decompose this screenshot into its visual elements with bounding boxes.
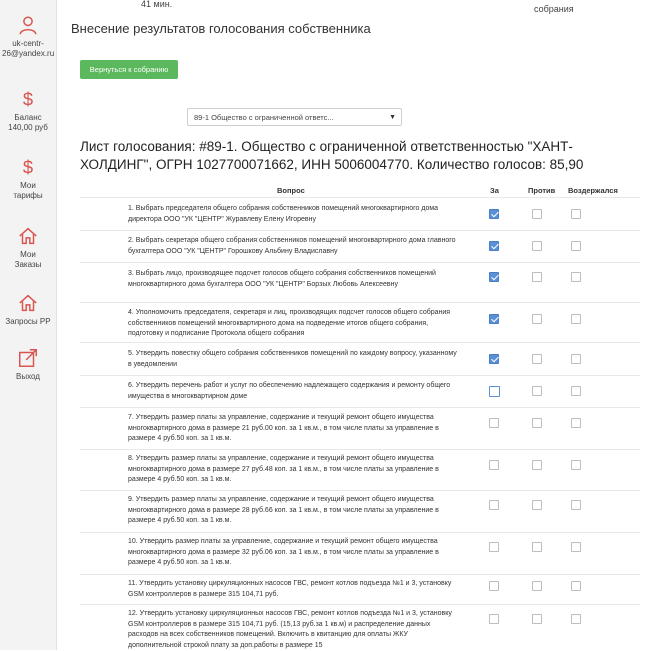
dropdown-arrow-icon: ▼ xyxy=(389,114,396,121)
top-meetings-fragment: собрания xyxy=(534,4,574,14)
vote-for-checkbox[interactable] xyxy=(489,418,499,428)
page-title: Внесение результатов голосования собственника xyxy=(71,21,371,36)
question-text: 3. Выбрать лицо, производящее подсчет голосов общего собрания собственников помещений многоквартирного дома бухгалтера ООО "УК "ЦЕНТР" Борзых Любовь Алексеевну xyxy=(128,270,436,288)
sidebar-item-orders[interactable] xyxy=(0,225,56,270)
column-header-for: За xyxy=(490,186,499,195)
sidebar-balance-label: Баланс xyxy=(14,113,42,122)
owner-select-value: 89-1 Общество с ограниченной ответс... xyxy=(194,113,334,122)
vote-for-checkbox[interactable] xyxy=(489,209,499,219)
table-row xyxy=(80,449,640,491)
vote-for-checkbox[interactable] xyxy=(489,272,499,282)
table-row xyxy=(80,604,640,651)
vote-against-checkbox[interactable] xyxy=(532,386,542,396)
table-row xyxy=(80,490,640,533)
table-row xyxy=(80,342,640,376)
sidebar-item-requests[interactable] xyxy=(0,292,56,327)
vote-abstain-checkbox[interactable] xyxy=(571,241,581,251)
question-text: 6. Утвердить перечень работ и услуг по обеспечению надлежащего содержания и ремонту общего имущества в многоквартирном доме xyxy=(128,382,451,400)
question-text: 9. Утвердить размер платы за управление, содержание и текущий ремонт общего имущества многоквартирного дома в размере 28 руб.66 коп. за 1 кв.м., в том числе платы за управление в размере 4 руб.50 коп. за 1 кв.м. xyxy=(128,496,439,524)
svg-text:$: $ xyxy=(22,156,34,178)
vote-for-checkbox[interactable] xyxy=(489,314,499,324)
sidebar-user-name: uk-centr- xyxy=(12,39,44,48)
logout-icon xyxy=(17,347,39,369)
owner-select[interactable] xyxy=(187,108,402,126)
column-header-question: Вопрос xyxy=(277,186,305,195)
sidebar-item-logout[interactable] xyxy=(0,347,56,382)
sidebar xyxy=(0,0,57,650)
vote-against-checkbox[interactable] xyxy=(532,314,542,324)
home-icon xyxy=(17,225,39,247)
vote-against-checkbox[interactable] xyxy=(532,418,542,428)
table-row xyxy=(80,375,640,408)
sidebar-tariffs-label: Мои тарифы xyxy=(13,181,43,200)
vote-for-checkbox[interactable] xyxy=(489,354,499,364)
question-text: 11. Утвердить установку циркуляционных насосов ГВС, ремонт котлов подъезда №1 и 3, установку GSM контроллеров в размере 315 104,71 руб. xyxy=(128,580,452,598)
vote-against-checkbox[interactable] xyxy=(532,272,542,282)
vote-against-checkbox[interactable] xyxy=(532,581,542,591)
vote-against-checkbox[interactable] xyxy=(532,542,542,552)
question-text: 7. Утвердить размер платы за управление, содержание и текущий ремонт общего имущества многоквартирного дома в размере 21 руб.00 коп. за 1 кв.м., в том числе платы за управление в размере 4 руб.50 коп. за 1 кв.м. xyxy=(128,414,439,442)
vote-abstain-checkbox[interactable] xyxy=(571,209,581,219)
vote-against-checkbox[interactable] xyxy=(532,241,542,251)
sidebar-item-balance[interactable] xyxy=(0,88,56,133)
question-text: 8. Утвердить размер платы за управление, содержание и текущий ремонт общего имущества многоквартирного дома в размере 27 руб.48 коп. за 1 кв.м., в том числе платы за управление в размере 4 руб.50 коп. за 1 кв.м. xyxy=(128,455,439,483)
vote-for-checkbox[interactable] xyxy=(489,581,499,591)
vote-for-checkbox[interactable] xyxy=(489,460,499,470)
dollar-icon xyxy=(17,156,39,178)
vote-abstain-checkbox[interactable] xyxy=(571,418,581,428)
vote-abstain-checkbox[interactable] xyxy=(571,314,581,324)
vote-abstain-checkbox[interactable] xyxy=(571,614,581,624)
vote-for-checkbox[interactable] xyxy=(489,542,499,552)
vote-abstain-checkbox[interactable] xyxy=(571,354,581,364)
sidebar-logout-label: Выход xyxy=(16,372,40,381)
vote-for-checkbox[interactable] xyxy=(489,386,500,397)
table-row xyxy=(80,532,640,575)
sidebar-balance-value: 140,00 руб xyxy=(8,123,48,132)
vote-abstain-checkbox[interactable] xyxy=(571,386,581,396)
table-row xyxy=(80,302,640,343)
sidebar-item-profile[interactable] xyxy=(0,14,56,59)
question-text: 12. Утвердить установку циркуляционных насосов ГВС, ремонт котлов подъезда №1 и 3, установку GSM контроллеров в размере 315 104,71 руб. (15,13 руб.за 1 кв.м) и распределение данных расходов на всех собственников помещений. Включить в квитанцию для оплаты ЖКУ дополнительной строкой плату за доп.работы в размере 15 xyxy=(128,610,452,649)
voting-sheet-title: Лист голосования: #89-1. Общество с ограниченной ответственностью "ХАНТ-ХОЛДИНГ", ОГРН 1027700071662, ИНН 5006004770. Количество голосов: 85,90 xyxy=(80,139,584,172)
vote-for-checkbox[interactable] xyxy=(489,500,499,510)
table-row xyxy=(80,574,640,605)
question-text: 5. Утвердить повестку общего собрания собственников помещений по каждому вопросу, указанному в уведомлении xyxy=(128,350,457,368)
vote-for-checkbox[interactable] xyxy=(489,241,499,251)
svg-text:$: $ xyxy=(22,88,34,110)
sidebar-item-tariffs[interactable] xyxy=(0,156,56,201)
sidebar-user-email: 26@yandex.ru xyxy=(2,49,55,58)
vote-abstain-checkbox[interactable] xyxy=(571,581,581,591)
vote-abstain-checkbox[interactable] xyxy=(571,272,581,282)
column-header-against: Против xyxy=(528,186,556,195)
vote-against-checkbox[interactable] xyxy=(532,354,542,364)
column-header-abstain: Воздержался xyxy=(568,186,618,195)
sidebar-requests-label: Запросы РР xyxy=(5,317,51,326)
table-row xyxy=(80,230,640,263)
home-icon xyxy=(17,292,39,314)
vote-abstain-checkbox[interactable] xyxy=(571,460,581,470)
vote-against-checkbox[interactable] xyxy=(532,500,542,510)
vote-against-checkbox[interactable] xyxy=(532,209,542,219)
table-row xyxy=(80,262,640,303)
vote-abstain-checkbox[interactable] xyxy=(571,542,581,552)
vote-against-checkbox[interactable] xyxy=(532,460,542,470)
top-minutes-fragment: 41 мин. xyxy=(141,0,173,9)
back-to-meeting-button[interactable]: Вернуться к собранию xyxy=(80,60,178,79)
vote-against-checkbox[interactable] xyxy=(532,614,542,624)
sidebar-orders-label: Мои Заказы xyxy=(14,250,42,269)
vote-abstain-checkbox[interactable] xyxy=(571,500,581,510)
table-row xyxy=(80,407,640,450)
question-text: 4. Уполномочить председателя, секретаря и лиц, производящих подсчет голосов общего собрания собственников помещений многоквартирного дома на подведение итогов общего собрания, подготовку и подписание Протокола общего собрания xyxy=(128,309,451,337)
dollar-icon xyxy=(17,88,39,110)
table-row xyxy=(80,197,640,231)
question-text: 2. Выбрать секретаря общего собрания собственников помещений многоквартирного дома главного бухгалтера ООО "УК "ЦЕНТР" Горошкову Альбину Владиславну xyxy=(128,237,456,255)
question-text: 10. Утвердить размер платы за управление, содержание и текущий ремонт общего имущества многоквартирного дома в размере 32 руб.06 коп. за 1 кв.м., в том числе платы за управление в размере 4 руб.50 коп. за 1 кв.м. xyxy=(128,538,439,566)
vote-for-checkbox[interactable] xyxy=(489,614,499,624)
user-icon xyxy=(17,14,39,36)
question-text: 1. Выбрать председателя общего собрания собственников помещений многоквартирного дома директора ООО "УК "ЦЕНТР" Журавлеву Елену Игоревну xyxy=(128,205,439,223)
